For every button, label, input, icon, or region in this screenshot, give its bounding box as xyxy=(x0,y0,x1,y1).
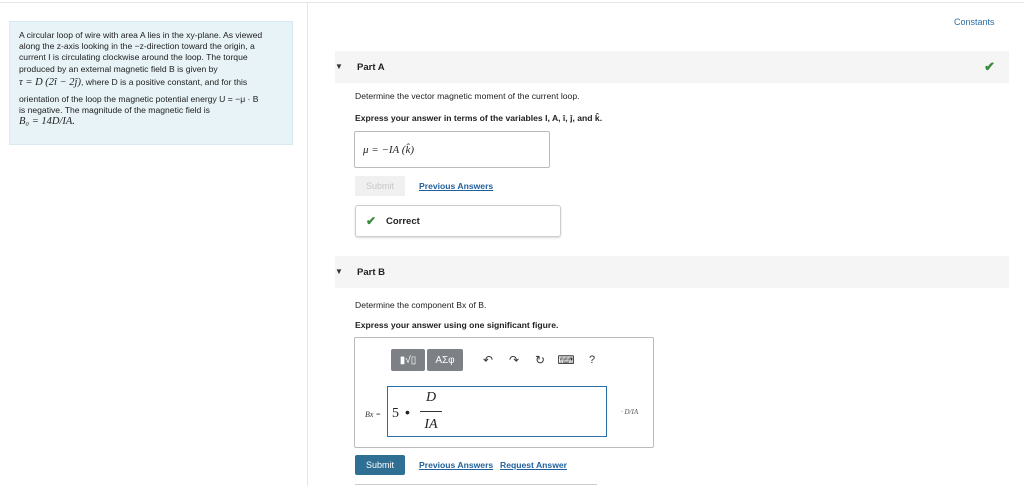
part-a-instruction: Express your answer in terms of the variables I, A, î, ĵ, and k̂. xyxy=(355,113,603,123)
column-divider xyxy=(307,3,308,486)
problem-text: , where D is a positive constant, and for this xyxy=(80,76,248,87)
part-a-answer-field[interactable] xyxy=(354,131,550,168)
denominator: IA xyxy=(424,417,438,432)
units-label: · D/IA xyxy=(621,408,639,416)
bx-answer-field[interactable] xyxy=(387,386,607,437)
editor-toolbar xyxy=(391,348,605,372)
problem-line: produced by an external magnetic field B is given by xyxy=(19,63,218,74)
fraction-bar xyxy=(420,411,442,412)
part-b-submit-button[interactable]: Submit xyxy=(355,455,405,475)
problem-line: is negative. The magnitude of the magnetic field is xyxy=(19,105,210,116)
bx-label: Bx = xyxy=(365,410,381,419)
problem-statement xyxy=(9,21,293,145)
torque-equation: τ = D (2î − 2ĵ) xyxy=(19,76,81,88)
problem-line: current I is circulating clockwise around the loop. The torque xyxy=(19,52,248,63)
templates-button[interactable]: ▮√▯ xyxy=(391,349,425,371)
multiply-dot: • xyxy=(405,404,410,420)
part-a-answer: μ = −IA (k̂) xyxy=(363,144,415,156)
top-border xyxy=(0,2,1024,3)
symbols-button[interactable]: ΑΣφ xyxy=(427,349,463,371)
keyboard-icon[interactable]: ⌨ xyxy=(557,353,575,367)
part-b-title: Part B xyxy=(357,267,385,278)
numerator: D xyxy=(425,390,437,405)
constants-link[interactable]: Constants xyxy=(954,17,995,27)
part-a-previous-answers-link[interactable]: Previous Answers xyxy=(419,181,494,191)
problem-line: along the z-axis looking in the −z-direction toward the origin, a xyxy=(19,41,255,52)
part-b-previous-answers-link[interactable]: Previous Answers xyxy=(419,460,494,470)
help-icon[interactable]: ? xyxy=(588,354,596,366)
feedback-correct xyxy=(355,205,561,237)
part-a-submit-button[interactable]: Submit xyxy=(355,176,405,196)
check-icon: ✔ xyxy=(366,214,377,228)
redo-icon[interactable]: ↷ xyxy=(508,353,520,367)
problem-line xyxy=(19,77,292,88)
problem-line: orientation of the loop the magnetic potential energy U = −μ · B xyxy=(19,94,259,105)
part-a-title: Part A xyxy=(357,62,385,73)
problem-line: B₀ = 14D/IA. xyxy=(19,116,75,128)
part-b-header[interactable] xyxy=(335,256,1009,288)
coefficient: 5 xyxy=(392,406,399,421)
part-b-instruction: Express your answer using one significant figure. xyxy=(355,320,559,330)
collapse-arrow-icon[interactable]: ▼ xyxy=(335,267,343,276)
completed-check-icon: ✔ xyxy=(984,59,995,74)
math-editor xyxy=(354,337,654,448)
reset-icon[interactable]: ↻ xyxy=(534,353,546,367)
request-answer-link[interactable]: Request Answer xyxy=(500,460,568,470)
feedback-label: Correct xyxy=(386,216,420,227)
part-a-header[interactable] xyxy=(335,51,1009,83)
undo-icon[interactable]: ↶ xyxy=(482,353,494,367)
part-a-question: Determine the vector magnetic moment of the current loop. xyxy=(355,91,580,101)
problem-line: A circular loop of wire with area A lies in the xy-plane. As viewed xyxy=(19,30,263,40)
part-b-question: Determine the component Bx of B. xyxy=(355,300,487,310)
collapse-arrow-icon[interactable]: ▼ xyxy=(335,62,343,71)
